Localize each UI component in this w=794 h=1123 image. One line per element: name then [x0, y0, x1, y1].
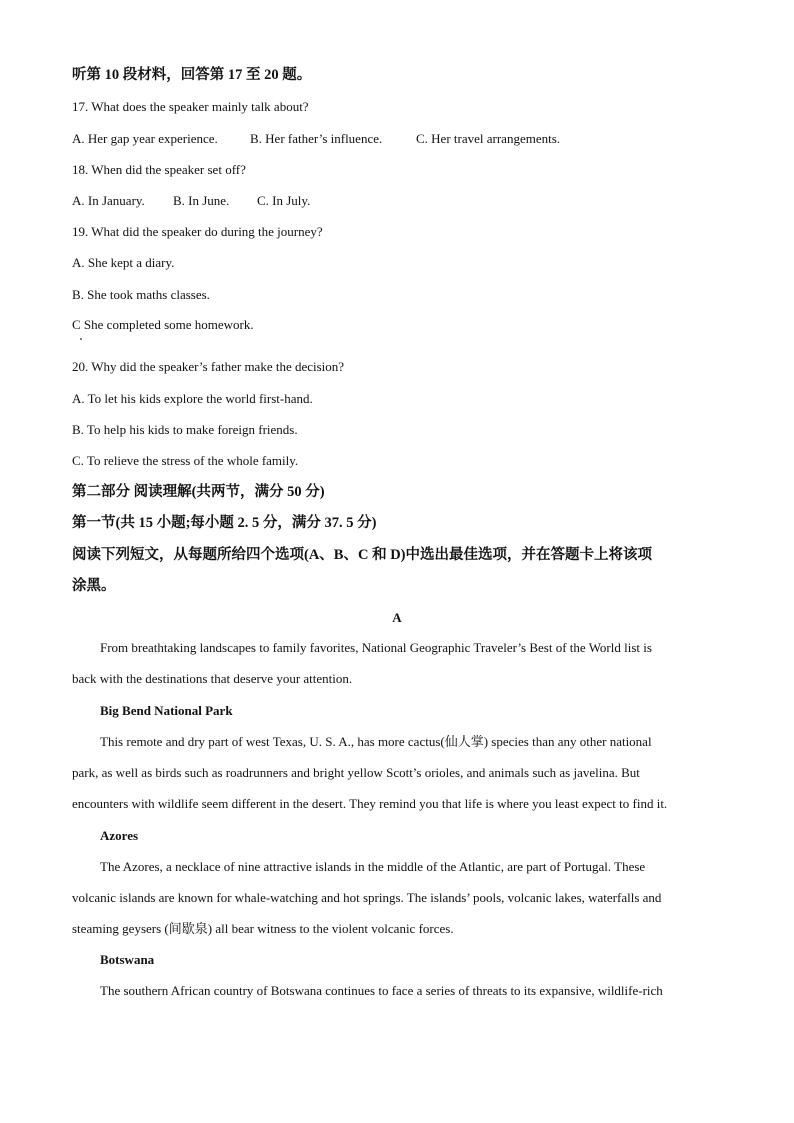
big-bend-title: Big Bend National Park — [100, 703, 233, 718]
q17-option-c: C. Her travel arrangements. — [416, 131, 561, 146]
part-2-instruction-line-2: 涂黑。 — [72, 578, 116, 594]
botswana-title: Botswana — [100, 952, 155, 967]
q18-option-a: A. In January. — [72, 193, 145, 208]
q20-option-a: A. To let his kids explore the world first-hand. — [72, 391, 313, 406]
big-bend-line-1: This remote and dry part of west Texas, U. S. A., has more cactus(仙人掌) species than any other national — [100, 734, 652, 749]
part-2-instruction-line-1: 阅读下列短文，从每题所给四个选项(A、B、C 和 D)中选出最佳选项，并在答题卡上将该项 — [72, 547, 652, 563]
q17-option-a: A. Her gap year experience. — [72, 131, 218, 146]
q19-option-c: C She completed some homework. — [72, 317, 254, 332]
question-20: 20. Why did the speaker’s father make the decision? — [72, 359, 345, 374]
passage-a-intro-line-2: back with the destinations that deserve your attention. — [72, 671, 353, 686]
passage-a-intro-line-1: From breathtaking landscapes to family favorites, National Geographic Traveler’s Best of the World list is — [100, 640, 652, 655]
question-17: 17. What does the speaker mainly talk about? — [72, 99, 309, 114]
azores-line-2: volcanic islands are known for whale-watching and hot springs. The islands’ pools, volcanic lakes, waterfalls and — [72, 890, 662, 905]
passage-a-label: A — [392, 610, 402, 625]
q19-option-b: B. She took maths classes. — [72, 287, 210, 302]
q20-option-c: C. To relieve the stress of the whole family. — [72, 453, 299, 468]
q20-option-b: B. To help his kids to make foreign friends. — [72, 422, 298, 437]
q17-option-b: B. Her father’s influence. — [250, 131, 383, 146]
q18-option-b: B. In June. — [173, 193, 230, 208]
part-2-title: 第二部分 阅读理解(共两节，满分 50 分) — [72, 484, 325, 500]
part-2-section-1: 第一节(共 15 小题;每小题 2. 5 分，满分 37. 5 分) — [72, 515, 377, 531]
q19-option-a: A. She kept a diary. — [72, 255, 175, 270]
q18-option-c: C. In July. — [257, 193, 311, 208]
question-18-options — [72, 193, 722, 209]
azores-title: Azores — [100, 828, 139, 843]
question-19: 19. What did the speaker do during the journey? — [72, 224, 323, 239]
question-18: 18. When did the speaker set off? — [72, 162, 246, 177]
botswana-line-1: The southern African country of Botswana continues to face a series of threats to its expansive, wildlife-rich — [100, 983, 663, 998]
stray-mark — [80, 338, 82, 340]
question-17-options — [72, 131, 722, 147]
section-10-heading: 听第 10 段材料，回答第 17 至 20 题。 — [72, 67, 312, 83]
big-bend-line-3: encounters with wildlife seem different in the desert. They remind you that life is where you least expect to find it. — [72, 796, 668, 811]
azores-line-3: steaming geysers (间歇泉) all bear witness to the violent volcanic forces. — [72, 921, 454, 936]
big-bend-line-2: park, as well as birds such as roadrunners and bright yellow Scott’s orioles, and animals such as javelina. But — [72, 765, 640, 780]
azores-line-1: The Azores, a necklace of nine attractive islands in the middle of the Atlantic, are part of Portugal. These — [100, 859, 646, 874]
